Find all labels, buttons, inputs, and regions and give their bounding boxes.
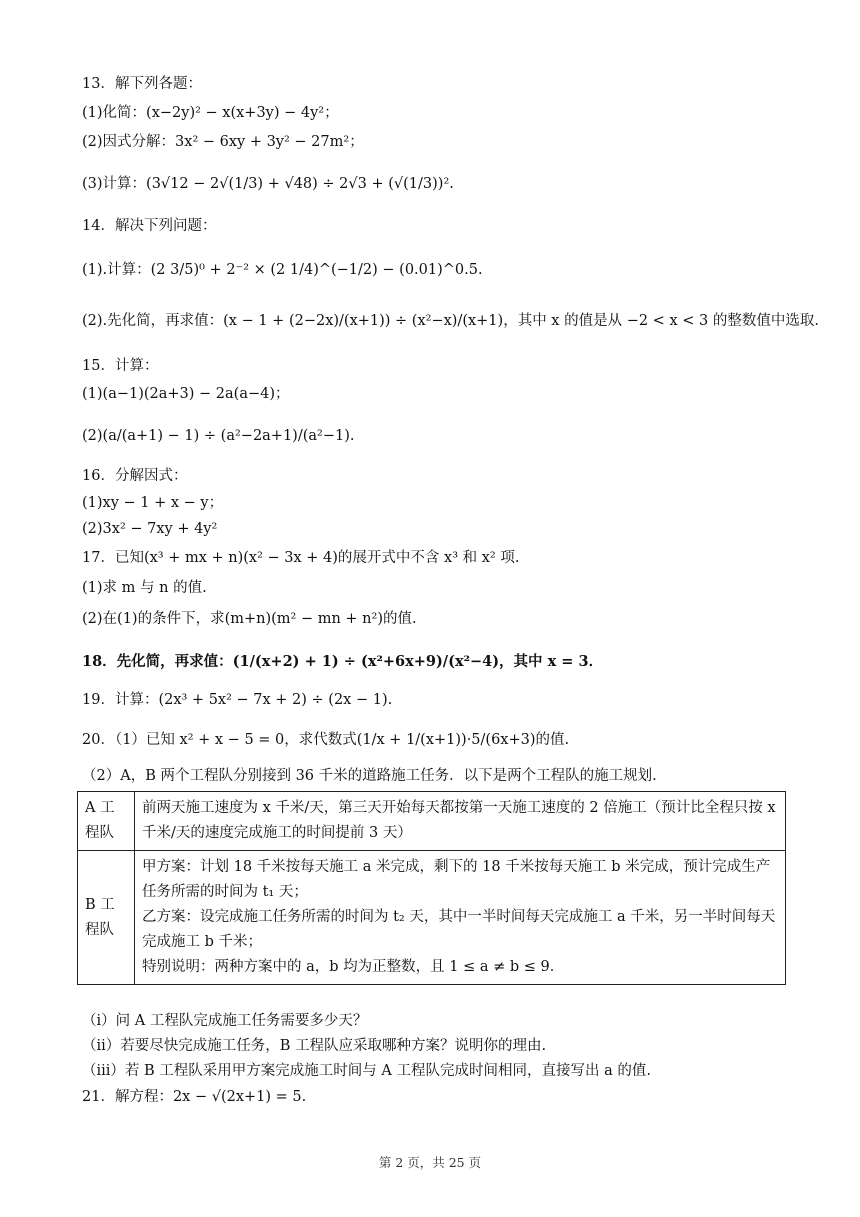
q16-part2: (2)3x² − 7xy + 4y²	[82, 521, 218, 537]
table-row	[78, 792, 786, 851]
q14-part2: (2).先化简，再求值：(x − 1 + (2−2x)/(x+1)) ÷ (x²−x)/(x+1)，其中 x 的值是从 −2 < x < 3 的整数值中选取.	[82, 313, 819, 329]
q17-part2: (2)在(1)的条件下，求(m+n)(m² − mn + n²)的值.	[82, 611, 417, 627]
q20-sub-iii: （iii）若 B 工程队采用甲方案完成施工时间与 A 工程队完成时间相同，直接写出 a 的值.	[82, 1063, 651, 1079]
q19-heading: 19．计算：(2x³ + 5x² − 7x + 2) ÷ (2x − 1).	[82, 692, 393, 708]
page-footer: 第 2 页，共 25 页	[378, 1155, 482, 1170]
team-a-label: A 工程队	[78, 792, 135, 851]
team-b-plans	[135, 851, 786, 985]
construction-plan-table	[77, 791, 786, 985]
table-row	[78, 851, 786, 985]
q13-part3: (3)计算：(3√12 − 2√(1/3) + √48) ÷ 2√3 + (√(1/3))².	[82, 176, 454, 192]
q21-heading: 21．解方程：2x − √(2x+1) = 5.	[82, 1089, 307, 1105]
q18-heading: 18．先化简，再求值：(1/(x+2) + 1) ÷ (x²+6x+9)/(x²−4)，其中 x = 3．	[82, 653, 604, 670]
team-b-plan-yi: 乙方案：设完成施工任务所需的时间为 t₂ 天，其中一半时间每天完成施工 a 千米，另一半时间每天完成施工 b 千米；	[142, 909, 776, 950]
q20-heading: 20．（1）已知 x² + x − 5 = 0，求代数式(1/x + 1/(x+1))·5/(6x+3)的值.	[82, 732, 570, 748]
team-b-plan-jia: 甲方案：计划 18 千米按每天施工 a 米完成，剩下的 18 千米按每天施工 b 米完成，预计完成生产任务所需的时间为 t₁ 天；	[142, 859, 771, 900]
q17-heading: 17．已知(x³ + mx + n)(x² − 3x + 4)的展开式中不含 x³ 和 x² 项.	[82, 550, 520, 566]
q17-part1: (1)求 m 与 n 的值.	[82, 580, 207, 596]
team-b-note: 特别说明：两种方案中的 a，b 均为正整数，且 1 ≤ a ≠ b ≤ 9．	[142, 959, 565, 975]
q15-part1: (1)(a−1)(2a+3) − 2a(a−4)；	[82, 386, 290, 402]
q13-part2: (2)因式分解：3x² − 6xy + 3y² − 27m²；	[82, 134, 364, 150]
q16-heading: 16．分解因式：	[82, 468, 188, 484]
q15-heading: 15．计算：	[82, 358, 159, 374]
q13-heading: 13．解下列各题：	[82, 76, 202, 92]
q13-part1: (1)化简：(x−2y)² − x(x+3y) − 4y²；	[82, 105, 339, 121]
q14-part1: (1).计算：(2 3/5)⁰ + 2⁻² × (2 1/4)^(−1/2) − (0.01)^0.5.	[82, 262, 483, 278]
team-a-plan: 前两天施工速度为 x 千米/天，第三天开始每天都按第一天施工速度的 2 倍施工（预计比全程只按 x 千米/天的速度完成施工的时间提前 3 天）	[135, 792, 786, 851]
team-b-label: B 工程队	[78, 851, 135, 985]
q20-sub-ii: （ii）若要尽快完成施工任务，B 工程队应采取哪种方案？说明你的理由.	[82, 1038, 547, 1054]
q16-part1: (1)xy − 1 + x − y；	[82, 495, 224, 511]
q14-heading: 14．解决下列问题：	[82, 218, 217, 234]
q20-sub-i: （i）问 A 工程队完成施工任务需要多少天？	[82, 1013, 368, 1029]
q15-part2: (2)(a/(a+1) − 1) ÷ (a²−2a+1)/(a²−1).	[82, 428, 355, 444]
q20-part2: （2）A，B 两个工程队分别接到 36 千米的道路施工任务．以下是两个工程队的施工规划.	[82, 768, 657, 784]
